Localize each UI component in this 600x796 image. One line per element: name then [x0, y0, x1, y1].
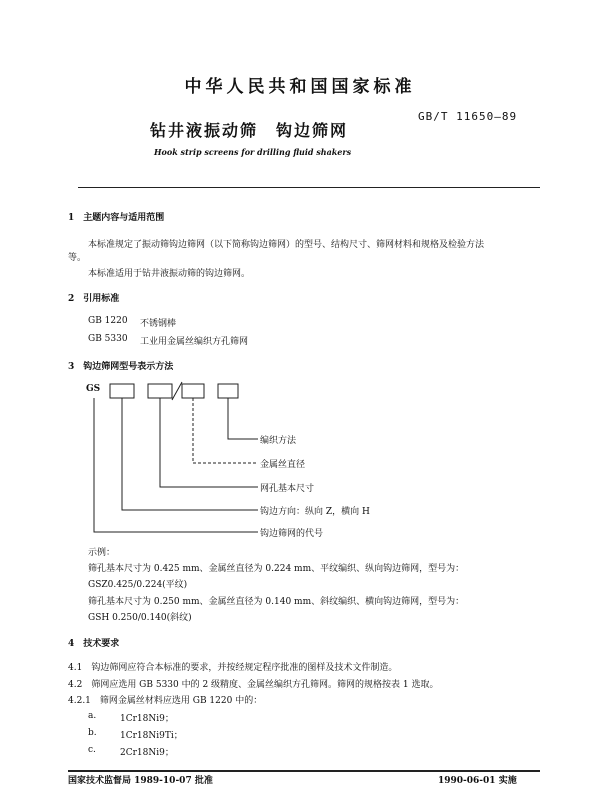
label-wire: 金属丝直径	[260, 460, 306, 470]
clause-4-2-1: 4.2.1 筛网金属丝材料应选用 GB 1220 中的：	[68, 696, 263, 706]
standard-number: GB/T 11650—89	[418, 110, 518, 123]
reference-code: GB 5330	[88, 334, 128, 344]
model-prefix: GS	[86, 384, 101, 394]
section-1-paragraph-1: 本标准规定了振动筛钩边筛网（以下简称钩边筛网）的型号、结构尺寸、筛网材料和规格及检验方法	[88, 240, 485, 250]
wire-leader	[193, 398, 258, 463]
example-model: GSZ0.425/0.224(平纹)	[88, 580, 188, 590]
weave-box	[218, 384, 238, 398]
footer-effective-date: 1990-06-01 实施	[438, 776, 517, 786]
section-4-heading: 4 技术要求	[68, 639, 120, 649]
list-item-marker: a.	[88, 711, 97, 721]
section-3-heading: 3 钩边筛网型号表示方法	[68, 362, 174, 372]
clause-4-2: 4.2 筛网应选用 GB 5330 中的 2 级精度、金属丝编织方孔筛网。筛网的规格按表 1 选取。	[68, 680, 439, 690]
label-aperture: 网孔基本尺寸	[260, 484, 315, 494]
direction-box	[110, 384, 134, 398]
list-item: 1Cr18Ni9Ti；	[120, 731, 183, 741]
clause-4-1: 4.1 钩边筛网应符合本标准的要求，并按经规定程序批准的图样及技术文件制造。	[68, 663, 398, 673]
list-item: 2Cr18Ni9；	[120, 748, 174, 758]
aperture-leader	[160, 398, 258, 487]
direction-leader	[122, 398, 258, 510]
wire-box	[182, 384, 204, 398]
title-english: Hook strip screens for drilling fluid shakers	[154, 147, 352, 157]
example-description: 筛孔基本尺寸为 0.425 mm、金属丝直径为 0.224 mm、平纹编织、纵向钩边筛网，型号为：	[88, 564, 465, 574]
aperture-box	[148, 384, 172, 398]
section-1-heading: 1 主题内容与适用范围	[68, 213, 165, 223]
title-chinese: 钻井液振动筛 钩边筛网	[150, 121, 349, 140]
example-model: GSH 0.250/0.140(斜纹)	[88, 613, 192, 623]
weave-leader	[228, 398, 258, 439]
label-code: 钩边筛网的代号	[260, 529, 324, 539]
section-2-heading: 2 引用标准	[68, 294, 120, 304]
footer-divider	[68, 770, 540, 772]
list-item-marker: b.	[88, 728, 97, 738]
reference-name: 不锈钢棒	[140, 319, 177, 329]
footer-issuer: 国家技术监督局 1989-10-07 批准	[68, 776, 213, 786]
national-standard-heading: 中华人民共和国国家标准	[184, 77, 416, 97]
reference-name: 工业用金属丝编织方孔筛网	[140, 337, 249, 347]
label-weave: 编织方法	[260, 436, 297, 446]
example-description: 筛孔基本尺寸为 0.250 mm、金属丝直径为 0.140 mm、斜纹编织、横向钩边筛网，型号为：	[88, 597, 465, 607]
list-item: 1Cr18Ni9；	[120, 714, 174, 724]
label-direction: 钩边方向：纵向 Z，横向 H	[260, 507, 370, 517]
section-1-paragraph-2: 本标准适用于钻井液振动筛的钩边筛网。	[88, 269, 251, 279]
example-label: 示例：	[88, 548, 116, 558]
list-item-marker: c.	[88, 745, 96, 755]
code-leader	[94, 398, 258, 532]
slash-mark	[172, 382, 182, 400]
reference-code: GB 1220	[88, 316, 128, 326]
section-1-paragraph-1-end: 等。	[68, 253, 87, 263]
